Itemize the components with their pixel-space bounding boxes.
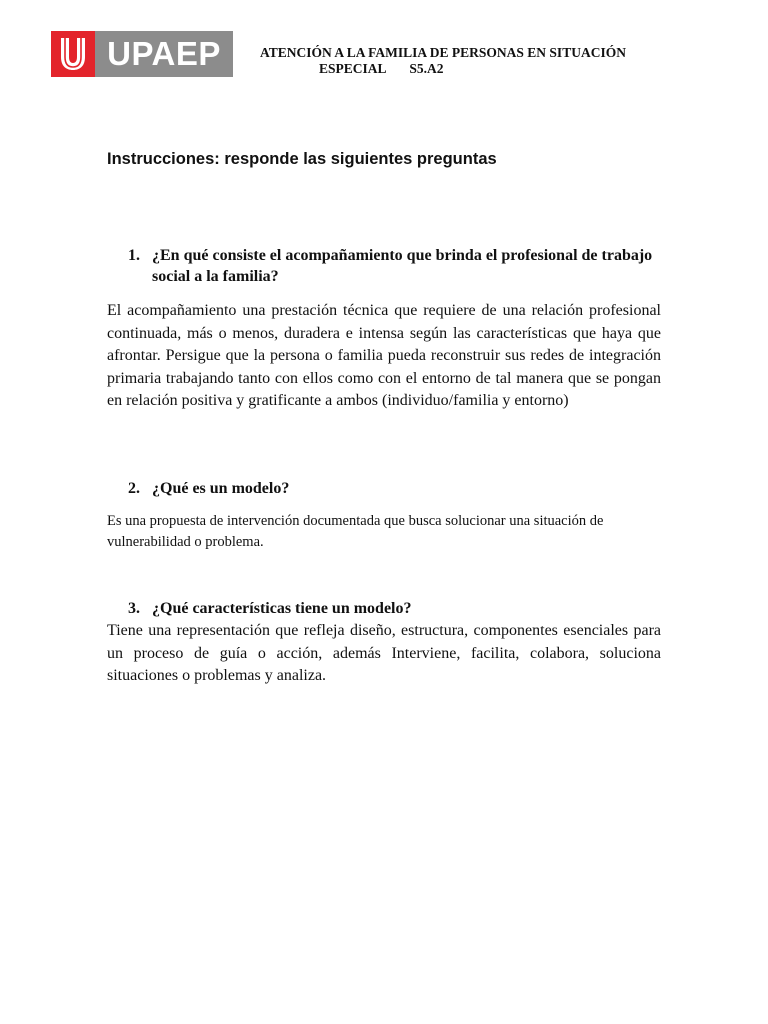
answer-2: Es una propuesta de intervención documentada que busca solucionar una situación de vulnerabilidad o problema. bbox=[107, 513, 604, 550]
logo-wordmark: UPAEP bbox=[95, 31, 233, 77]
answer-1: El acompañamiento una prestación técnica que requiere de una relación profesional continuada, más o menos, duradera e intensa según las características que haya que afrontar. Persigue que la persona o familia pueda reconstruir sus redes de integración primaria trabajando tanto con ellos como con el entorno de tal manera que se pongan en relación positiva y gratificante a ambos (individuo/familia y entorno) bbox=[107, 302, 661, 409]
question-text: ¿Qué características tiene un modelo? bbox=[152, 600, 412, 617]
question-number: 3. bbox=[128, 600, 140, 617]
question-number: 2. bbox=[128, 480, 140, 497]
instructions-heading: Instrucciones: responde las siguientes preguntas bbox=[107, 150, 497, 168]
header-title-line1: ATENCIÓN A LA FAMILIA DE PERSONAS EN SITUACIÓN bbox=[260, 45, 626, 60]
question-text: ¿En qué consiste el acompañamiento que brinda el profesional de trabajo social a la familia? bbox=[152, 247, 653, 285]
question-2 bbox=[128, 478, 658, 499]
question-number: 1. bbox=[128, 247, 140, 264]
question-text: ¿Qué es un modelo? bbox=[152, 480, 290, 497]
document-header-title bbox=[260, 45, 660, 77]
upaep-u-icon bbox=[51, 31, 95, 77]
upaep-logo bbox=[51, 31, 233, 77]
header-title-line2: ESPECIAL S5.A2 bbox=[319, 61, 444, 76]
question-1 bbox=[128, 245, 658, 287]
question-3 bbox=[128, 598, 658, 619]
answer-3: Tiene una representación que refleja diseño, estructura, componentes esenciales para un proceso de guía o acción, además Interviene, facilita, colabora, soluciona situaciones o problemas y analiza. bbox=[107, 622, 661, 684]
